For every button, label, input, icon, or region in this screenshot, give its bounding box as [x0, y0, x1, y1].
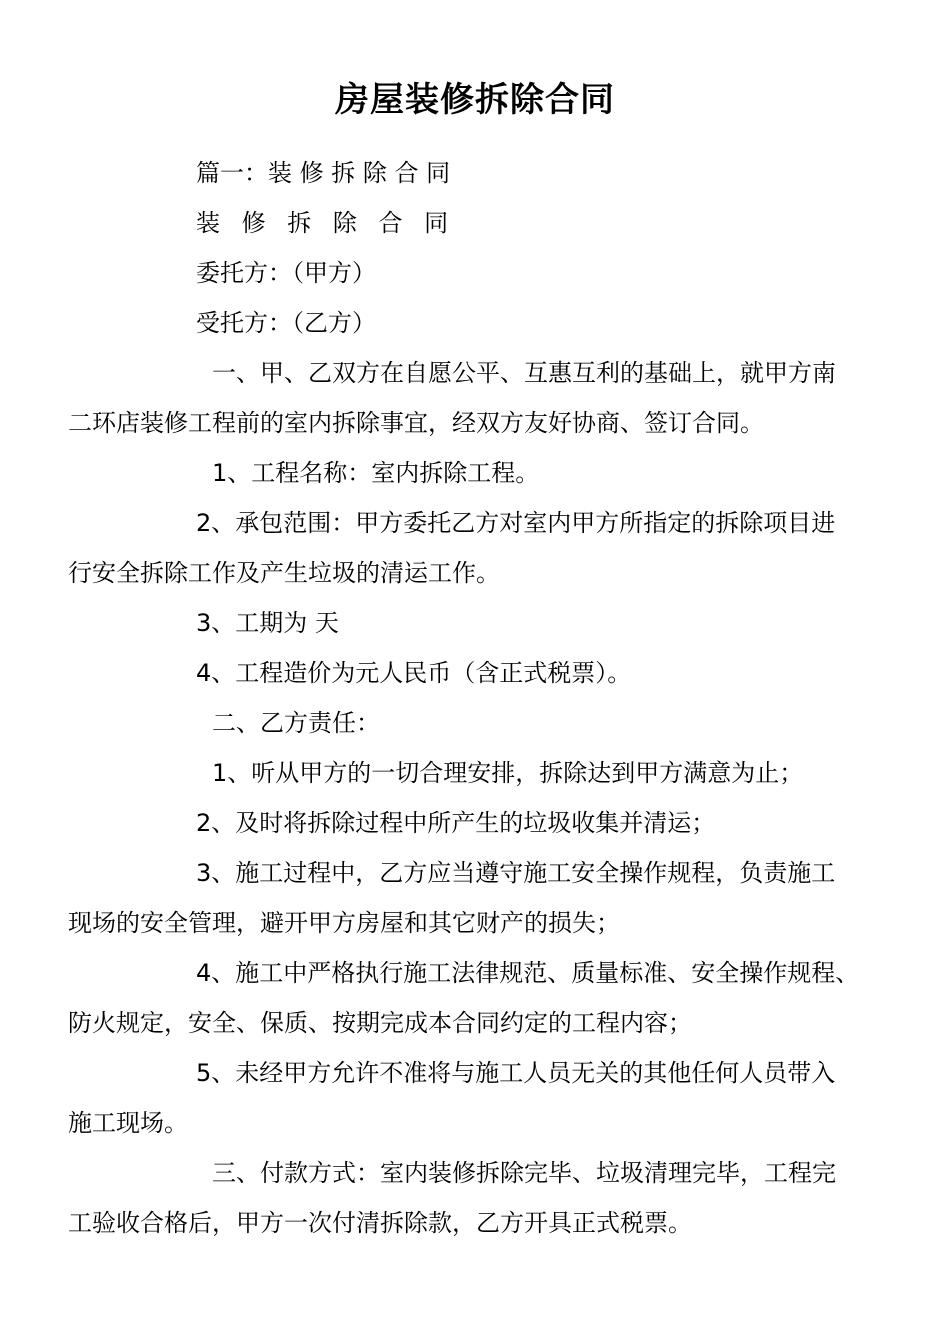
clause-line: 2、及时将拆除过程中所产生的垃圾收集并清运； [196, 809, 716, 837]
clause-line: 1、听从甲方的一切合理安排，拆除达到甲方满意为止； [212, 759, 804, 787]
section-heading: 二、乙方责任： [212, 709, 380, 737]
clause-line: 1、工程名称：室内拆除工程。 [212, 459, 540, 487]
paragraph-line: 一、甲、乙双方在自愿公平、互惠互利的基础上，就甲方南 [212, 359, 836, 387]
clause-line: 现场的安全管理，避开甲方房屋和其它财产的损失； [68, 909, 620, 937]
clause-line: 施工现场。 [68, 1109, 188, 1137]
payment-line: 三、付款方式：室内装修拆除完毕、垃圾清理完毕，工程完 [212, 1159, 836, 1187]
paragraph-line: 二环店装修工程前的室内拆除事宜，经双方友好协商、签订合同。 [68, 409, 764, 437]
party-a-line: 委托方：（甲方） [196, 259, 376, 287]
clause-line: 5、未经甲方允许不准将与施工人员无关的其他任何人员带入 [196, 1059, 836, 1087]
contract-subtitle: 装 修 拆 除 合 同 [196, 209, 456, 237]
clause-line: 4、施工中严格执行施工法律规范、质量标准、安全操作规程、 [196, 959, 860, 987]
party-b-line: 受托方：（乙方） [196, 309, 376, 337]
clause-line: 2、承包范围：甲方委托乙方对室内甲方所指定的拆除项目进 [196, 509, 836, 537]
payment-line: 工验收合格后，甲方一次付清拆除款，乙方开具正式税票。 [68, 1209, 692, 1237]
clause-line: 行安全拆除工作及产生垃圾的清运工作。 [68, 559, 500, 587]
clause-line: 3、工期为 天 [196, 609, 339, 637]
clause-line: 4、工程造价为元人民币（含正式税票）。 [196, 659, 632, 687]
clause-line: 3、施工过程中，乙方应当遵守施工安全操作规程，负责施工 [196, 859, 836, 887]
section-heading: 篇一：装 修 拆 除 合 同 [196, 159, 451, 187]
document-title: 房屋装修拆除合同 [335, 80, 615, 120]
clause-line: 防火规定，安全、保质、按期完成本合同约定的工程内容； [68, 1009, 692, 1037]
